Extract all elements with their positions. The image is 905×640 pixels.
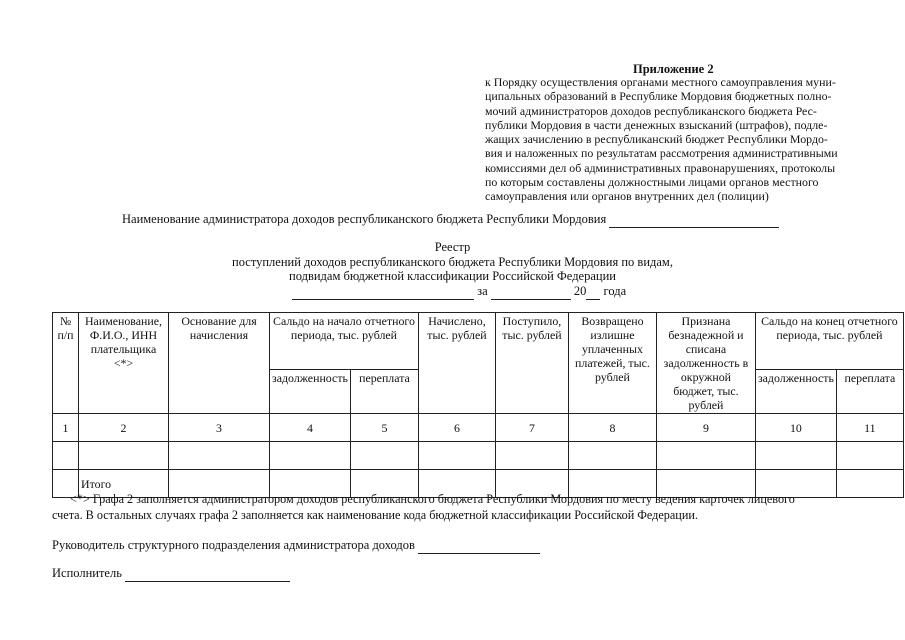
table-cell[interactable] (53, 442, 79, 470)
administrator-name-field[interactable] (609, 212, 779, 228)
footnote (52, 492, 872, 523)
header-basis: Основание для начисления (169, 313, 270, 414)
date-field[interactable] (491, 284, 571, 300)
appendix-line: комиссиями дел об административных правонарушениях, протоколы (485, 160, 836, 175)
appendix-title: Приложение 2 (633, 62, 714, 76)
head-signature-row (52, 538, 540, 554)
header-balance-end: Сальдо на конец отчетного периода, тыс. рублей (755, 313, 903, 370)
date-for-label: за (477, 284, 488, 298)
header-received: Поступило, тыс. рублей (495, 313, 568, 414)
header-debt-start: задолженность (270, 369, 351, 413)
footnote-line: <*> Графа 2 заполняется администратором доходов республиканского бюджета Республики Мордовия по месту ведения карточек лицевого (70, 492, 795, 506)
table-cell[interactable] (79, 442, 169, 470)
header-payer-name: Наименование, Ф.И.О., ИНН плательщика <*> (79, 313, 169, 414)
registry-subtitle-1: поступлений доходов республиканского бюджета Республики Мордовия по видам, (232, 255, 673, 269)
table-cell[interactable] (755, 442, 836, 470)
appendix-text (485, 75, 868, 204)
appendix-line: самоуправления или органов внутренних дел (полиции) (485, 189, 769, 204)
header-overpayment-start: переплата (350, 369, 418, 413)
table-cell[interactable] (568, 442, 656, 470)
header-debt-end: задолженность (755, 369, 836, 413)
column-number: 3 (169, 414, 270, 442)
header-written-off: Признана безнадежной и списана задолженность в окружной бюджет, тыс. рублей (656, 313, 755, 414)
appendix-line: ципальных образований в Республике Мордовия бюджетных полно- (485, 89, 832, 104)
table-cell[interactable] (495, 442, 568, 470)
table-cell[interactable] (836, 442, 903, 470)
registry-date-row (292, 284, 626, 300)
table-row (53, 442, 904, 470)
footnote-line: счета. В остальных случаях графа 2 заполняется как наименование кода бюджетной классификации Российской Федерации. (52, 507, 698, 522)
table-cell[interactable] (350, 442, 418, 470)
period-field[interactable] (292, 284, 474, 300)
appendix-line: жащих зачислению в республиканский бюджет Республики Мордо- (485, 132, 828, 147)
header-number: № п/п (53, 313, 79, 414)
executor-field[interactable] (125, 566, 290, 582)
year-field[interactable] (586, 284, 600, 300)
administrator-label: Наименование администратора доходов республиканского бюджета Республики Мордовия (122, 212, 607, 226)
column-number: 6 (418, 414, 495, 442)
column-number: 8 (568, 414, 656, 442)
year-prefix: 20 (573, 284, 587, 298)
header-balance-start: Сальдо на начало отчетного периода, тыс. рублей (270, 313, 419, 370)
table-cell[interactable] (169, 442, 270, 470)
column-number: 4 (270, 414, 351, 442)
executor-signature-row (52, 566, 290, 582)
appendix-line: мочий администраторов доходов республиканского бюджета Рес- (485, 103, 817, 118)
column-number: 5 (350, 414, 418, 442)
appendix-line: по которым составлены должностными лицами органов местного (485, 175, 819, 190)
appendix-line: к Порядку осуществления органами местного самоуправления муни- (485, 75, 836, 89)
appendix-line: вия и наложенных по результатам рассмотрения административными (485, 146, 838, 161)
registry-table (52, 312, 904, 498)
column-numbers-row (53, 414, 904, 442)
registry-title: Реестр (434, 240, 471, 254)
column-number: 1 (53, 414, 79, 442)
column-number: 9 (656, 414, 755, 442)
header-overpayment-end: переплата (836, 369, 903, 413)
appendix-line: публики Мордовия в части денежных взысканий (штрафов), подле- (485, 117, 828, 132)
column-number: 10 (755, 414, 836, 442)
column-number: 11 (836, 414, 903, 442)
registry-subtitle-2: подвидам бюджетной классификации Российской Федерации (289, 269, 616, 283)
total-label: Итого (79, 470, 169, 498)
header-accrued: Начислено, тыс. рублей (418, 313, 495, 414)
table-cell[interactable] (656, 442, 755, 470)
column-number: 7 (495, 414, 568, 442)
head-signature-label: Руководитель структурного подразделения администратора доходов (52, 538, 415, 552)
executor-label: Исполнитель (52, 566, 122, 580)
header-returned: Возвращено излишне уплаченных платежей, тыс. рублей (568, 313, 656, 414)
administrator-name-row (122, 212, 779, 228)
table-cell[interactable] (418, 442, 495, 470)
table-cell[interactable] (270, 442, 351, 470)
head-signature-field[interactable] (418, 538, 540, 554)
year-suffix: года (603, 284, 627, 298)
column-number: 2 (79, 414, 169, 442)
